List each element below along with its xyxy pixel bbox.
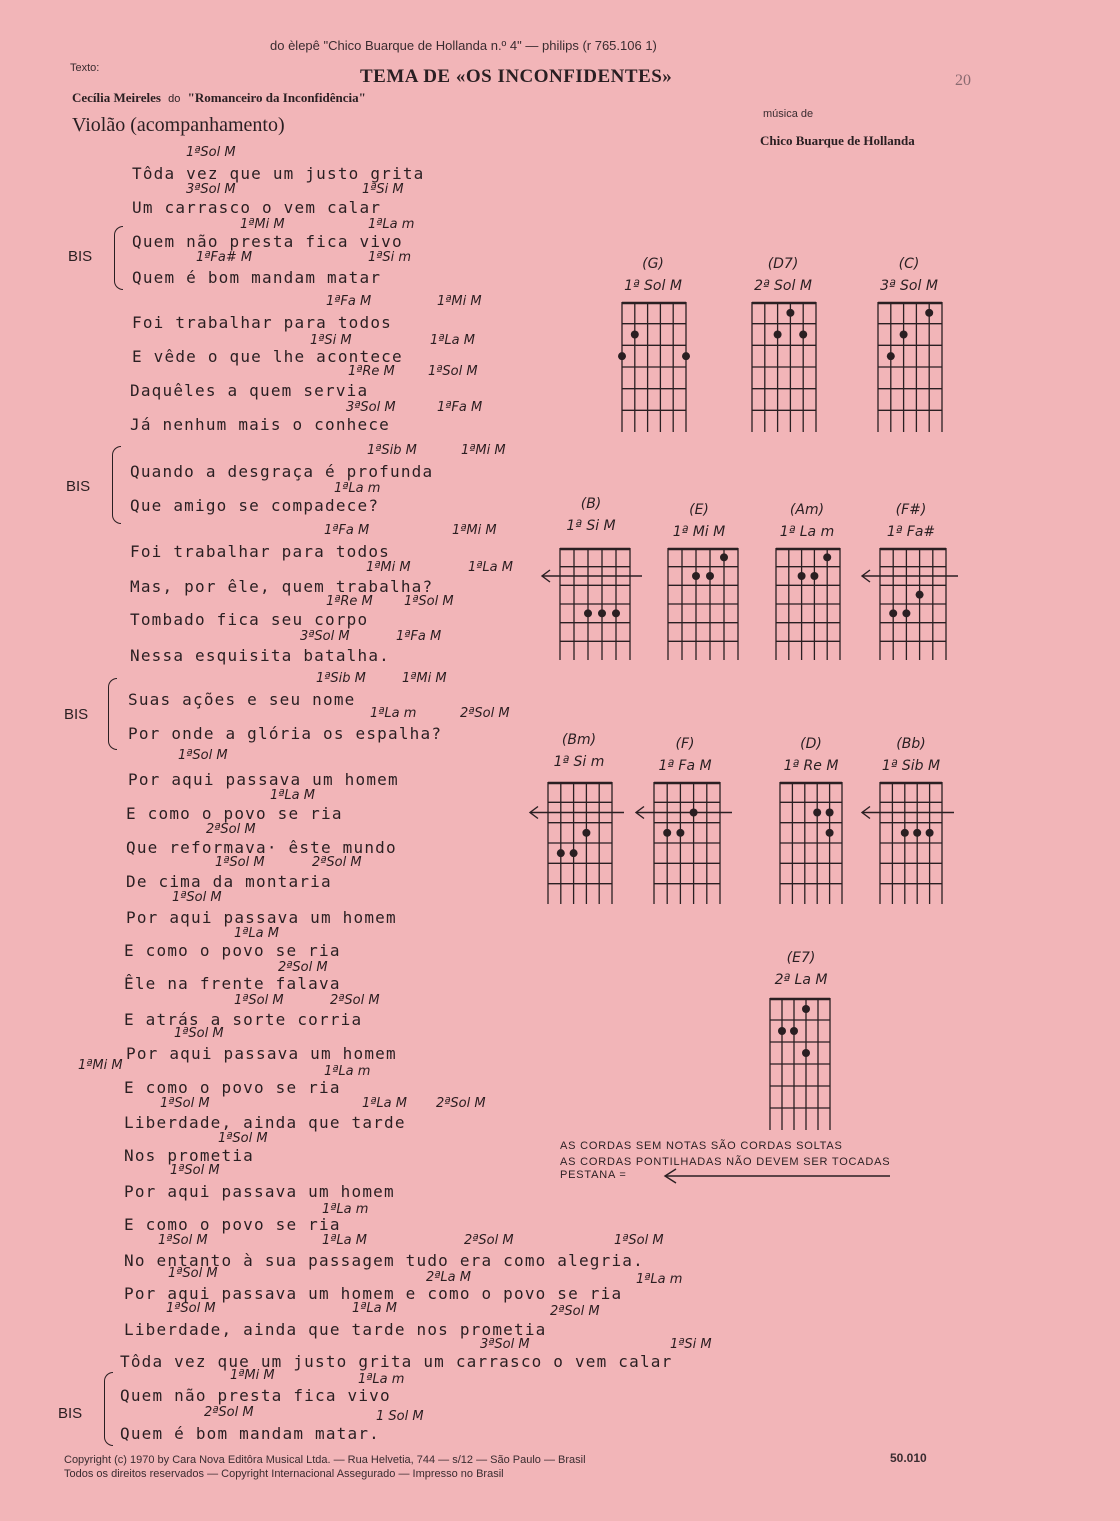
chord-label: 3ªSol M: [346, 400, 396, 415]
chord-label: 1ªSol M: [234, 993, 284, 1008]
chord-label: 1ªSol M: [218, 1131, 268, 1146]
finger-dot: [663, 829, 671, 837]
finger-dot: [570, 849, 578, 857]
lyric-line: Que amigo se compadece?: [130, 496, 380, 515]
finger-dot: [692, 572, 700, 580]
chord-label: 1ªSol M: [178, 748, 228, 763]
chord-label: 3ªSol M: [186, 182, 236, 197]
finger-dot: [584, 609, 592, 617]
lyric-line: E como o povo se ria: [124, 1078, 341, 1097]
fretboard-grid: [756, 548, 860, 666]
catalog-code: 50.010: [890, 1451, 927, 1465]
chord-label: 1ªLa M: [322, 1233, 367, 1248]
fretboard-grid: [540, 548, 650, 666]
finger-dot: [925, 309, 933, 317]
finger-dot: [612, 609, 620, 617]
finger-dot: [802, 1005, 810, 1013]
lyric-line: Quem não presta fica vivo: [120, 1386, 391, 1405]
lyric-line: Por onde a glória os espalha?: [128, 724, 443, 743]
finger-dot: [901, 829, 909, 837]
chord-diagram-name: (C): [898, 256, 920, 272]
chord-label: 1ªSib M: [316, 671, 366, 686]
finger-dot: [810, 572, 818, 580]
lyric-line: Foi trabalhar para todos: [132, 313, 392, 332]
fretboard-grid: [634, 782, 740, 910]
bis-label: BIS: [66, 478, 91, 495]
chord-label: 1ªMi M: [452, 523, 497, 538]
chord-label: 2ªLa M: [426, 1270, 471, 1285]
chord-label: 1ªLa M: [430, 333, 475, 348]
chord-label: 2ªSol M: [312, 855, 362, 870]
finger-dot: [618, 352, 626, 360]
chord-label: 1ªSol M: [160, 1096, 210, 1111]
chord-label: 1ªSi M: [670, 1337, 712, 1352]
chord-label: 1ªSol M: [428, 364, 478, 379]
chord-diagram-position: 2ª La M: [774, 972, 828, 988]
finger-dot: [706, 572, 714, 580]
chord-diagram-name: (Bb): [896, 736, 926, 752]
finger-dot: [631, 331, 639, 339]
chord-label: 2ªSol M: [460, 706, 510, 721]
bis-label: BIS: [64, 706, 89, 723]
chord-label: 1ªSi M: [362, 182, 404, 197]
chord-label: 1ªSol M: [166, 1301, 216, 1316]
source-line: do èlepê "Chico Buarque de Hollanda n.º 4" — philips (r 765.106 1): [270, 38, 657, 53]
chord-label: 1ªLa m: [636, 1272, 683, 1287]
chord-label: 1ªLa m: [334, 481, 381, 496]
lyric-line: Mas, por êle, quem trabalha?: [130, 577, 434, 596]
lyric-line: E atrás a sorte corria: [124, 1010, 363, 1029]
chord-label: 1ªMi M: [437, 294, 482, 309]
chord-label: 1ªSi M: [310, 333, 352, 348]
finger-dot: [790, 1027, 798, 1035]
chord-label: 1ªSol M: [168, 1266, 218, 1281]
chord-label: 1ªSol M: [174, 1026, 224, 1041]
chord-label: 2ªSol M: [278, 960, 328, 975]
chord-diagram-name: (F#): [895, 502, 927, 518]
lyric-line: E vêde o que lhe acontece: [132, 347, 403, 366]
finger-dot: [720, 553, 728, 561]
lyric-line: Tôda vez que um justo grita um carrasco o vem calar: [120, 1352, 673, 1371]
bis-label: BIS: [68, 248, 93, 265]
lyric-line: Por aqui passava um homem e como o povo se ria: [124, 1284, 623, 1303]
lyric-line: Tombado fica seu corpo: [130, 610, 369, 629]
chord-label: 2ªSol M: [550, 1304, 600, 1319]
finger-dot: [902, 609, 910, 617]
lyric-line: Suas ações e seu nome: [128, 690, 356, 709]
finger-dot: [813, 809, 821, 817]
chord-diagram-position: 2ª Sol M: [754, 278, 812, 294]
lyric-line: Quando a desgraça é profunda: [130, 462, 434, 481]
fretboard-grid: [860, 548, 966, 666]
finger-dot: [774, 331, 782, 339]
copyright-line-2: Todos os direitos reservados — Copyright Internacional Assegurado — Impresso no Brasil: [64, 1468, 504, 1480]
chord-diagram-name: (E): [689, 502, 709, 518]
chord-label: 1ªFa M: [326, 294, 372, 309]
author-line: [72, 90, 366, 106]
chord-label: 1ªLa m: [324, 1064, 371, 1079]
fretboard-grid: [602, 302, 706, 438]
chord-diagram-position: 3ª Sol M: [880, 278, 938, 294]
finger-dot: [799, 331, 807, 339]
finger-dot: [913, 829, 921, 837]
chord-label: 1ªLa M: [468, 560, 513, 575]
instrument-label: Violão (acompanhamento): [72, 114, 285, 136]
chord-label: 1ªSol M: [158, 1233, 208, 1248]
chord-diagram-position: 1ª Sib M: [881, 758, 941, 774]
bis-brace: [108, 678, 117, 750]
chord-label: 1ªLa M: [234, 926, 279, 941]
fretboard-grid: [750, 998, 850, 1136]
finger-dot: [582, 829, 590, 837]
chord-diagram-position: 1ª Si M: [566, 518, 616, 534]
chord-label: 1ªSol M: [172, 890, 222, 905]
lyric-line: E como o povo se ria: [124, 1215, 341, 1234]
lyric-line: Um carrasco o vem calar: [132, 198, 382, 217]
lyric-line: Que reformava· êste mundo: [126, 838, 397, 857]
finger-dot: [900, 331, 908, 339]
note-dotted-strings: AS CORDAS PONTILHADAS NÃO DEVEM SER TOCADAS: [560, 1156, 891, 1168]
chord-label: 1ªRe M: [348, 364, 395, 379]
chord-label: 2ªSol M: [436, 1096, 486, 1111]
lyric-line: Por aqui passava um homem: [126, 1044, 397, 1063]
pestana-arrow-icon: [660, 1168, 892, 1184]
chord-label: 1ªSi m: [368, 250, 412, 265]
chord-label: 1ªFa M: [396, 629, 442, 644]
lyric-line: Daquêles a quem servia: [130, 381, 369, 400]
chord-label: 1ªLa m: [358, 1372, 405, 1387]
chord-label: 1ªLa m: [370, 706, 417, 721]
note-open-strings: AS CORDAS SEM NOTAS SÃO CORDAS SOLTAS: [560, 1140, 843, 1152]
lyric-line: Nessa esquisita batalha.: [130, 646, 390, 665]
lyric-line: Liberdade, ainda que tarde: [124, 1113, 406, 1132]
chord-diagram-name: (G): [642, 256, 664, 272]
chord-label: 1 Sol M: [376, 1409, 424, 1424]
lyric-line: Nos prometia: [124, 1146, 254, 1165]
lyric-line: Quem não presta fica vivo: [132, 232, 403, 251]
chord-label: 1ªMi M: [240, 217, 285, 232]
chord-diagram-position: 1ª Fa#: [886, 524, 936, 540]
fretboard-grid: [528, 782, 632, 910]
lyric-line: Por aqui passava um homem: [124, 1182, 395, 1201]
chord-diagram-name: (Bm): [561, 732, 597, 748]
author-do: do: [168, 93, 181, 105]
lyric-line: Por aqui passava um homem: [126, 908, 397, 927]
chord-label: 2ªSol M: [464, 1233, 514, 1248]
fretboard-grid: [760, 782, 862, 910]
chord-label: 1ªSol M: [614, 1233, 664, 1248]
finger-dot: [598, 609, 606, 617]
copyright-line-1: Copyright (c) 1970 by Cara Nova Editôra Musical Ltda. — Rua Helvetia, 744 — s/12 — São Paulo — Brasil: [64, 1454, 586, 1466]
lyric-line: Liberdade, ainda que tarde nos prometia: [124, 1320, 547, 1339]
lyric-line: No entanto à sua passagem tudo era como alegria.: [124, 1251, 644, 1270]
chord-label: 1ªMi M: [461, 443, 506, 458]
lyric-line: Quem é bom mandam matar: [132, 268, 382, 287]
note-pestana: PESTANA =: [560, 1169, 627, 1181]
bis-brace: [112, 446, 121, 524]
chord-diagram-position: 1ª Mi M: [672, 524, 726, 540]
chord-label: 2ªSol M: [330, 993, 380, 1008]
fretboard-grid: [648, 548, 758, 666]
finger-dot: [887, 352, 895, 360]
texto-label: Texto:: [70, 62, 100, 74]
finger-dot: [676, 829, 684, 837]
chord-diagram-name: (F): [675, 736, 695, 752]
chord-label: 1ªLa M: [352, 1301, 397, 1316]
bis-brace: [104, 1372, 113, 1446]
chord-label: 1ªSol M: [404, 594, 454, 609]
finger-dot: [926, 829, 934, 837]
chord-label: 1ªMi M: [78, 1058, 123, 1073]
chord-diagram-name: (Am): [789, 502, 825, 518]
chord-label: 1ªSib M: [367, 443, 417, 458]
chord-label: 1ªSol M: [186, 145, 236, 160]
chord-label: 1ªFa# M: [196, 250, 253, 265]
chord-diagram-position: 1ª Si m: [553, 754, 605, 770]
fretboard-grid: [860, 782, 962, 910]
chord-label: 1ªSol M: [170, 1163, 220, 1178]
bis-label: BIS: [58, 1405, 83, 1422]
fretboard-grid: [732, 302, 836, 438]
finger-dot: [826, 829, 834, 837]
chord-label: 1ªLa M: [270, 788, 315, 803]
chord-label: 1ªFa M: [437, 400, 483, 415]
lyric-line: Quem é bom mandam matar.: [120, 1424, 380, 1443]
finger-dot: [557, 849, 565, 857]
finger-dot: [889, 609, 897, 617]
page-number: 20: [955, 72, 971, 89]
chord-diagram-position: 1ª Re M: [783, 758, 839, 774]
finger-dot: [798, 572, 806, 580]
finger-dot: [916, 591, 924, 599]
chord-label: 1ªRe M: [326, 594, 373, 609]
chord-label: 1ªLa m: [322, 1202, 369, 1217]
chord-diagram-name: (E7): [786, 950, 816, 966]
musica-de-label: música de: [763, 108, 814, 120]
fretboard-grid: [858, 302, 962, 438]
chord-label: 3ªSol M: [300, 629, 350, 644]
chord-diagram-position: 1ª La m: [779, 524, 835, 540]
chord-label: 1ªSol M: [215, 855, 265, 870]
lyric-line: Por aqui passava um homem: [128, 770, 399, 789]
chord-label: 1ªLa M: [362, 1096, 407, 1111]
finger-dot: [778, 1027, 786, 1035]
lyric-line: E como o povo se ria: [126, 804, 343, 823]
finger-dot: [682, 352, 690, 360]
lyric-line: Foi trabalhar para todos: [130, 542, 390, 561]
chord-label: 1ªMi M: [366, 560, 411, 575]
author-name: Cecília Meireles: [72, 90, 161, 105]
chord-label: 2ªSol M: [204, 1405, 254, 1420]
finger-dot: [826, 809, 834, 817]
composer-name: Chico Buarque de Hollanda: [760, 133, 915, 148]
chord-label: 1ªMi M: [230, 1368, 275, 1383]
chord-diagram-position: 1ª Fa M: [658, 758, 712, 774]
chord-diagram-name: (D7): [767, 256, 799, 272]
chord-diagram-name: (D): [800, 736, 822, 752]
chord-label: 3ªSol M: [480, 1337, 530, 1352]
chord-label: 1ªMi M: [402, 671, 447, 686]
chord-label: 1ªFa M: [324, 523, 370, 538]
lyric-line: Êle na frente falava: [124, 974, 341, 993]
bis-brace: [114, 226, 123, 290]
finger-dot: [786, 309, 794, 317]
lyric-line: Já nenhum mais o conhece: [130, 415, 390, 434]
chord-diagram-name: (B): [580, 496, 602, 512]
chord-diagram-position: 1ª Sol M: [624, 278, 682, 294]
lyric-line: De cima da montaria: [126, 872, 332, 891]
lyric-line: E como o povo se ria: [124, 941, 341, 960]
chord-label: 2ªSol M: [206, 822, 256, 837]
chord-label: 1ªLa m: [368, 217, 415, 232]
author-work: "Romanceiro da Inconfidência": [187, 90, 366, 105]
finger-dot: [823, 553, 831, 561]
page-title: TEMA DE «OS INCONFIDENTES»: [360, 66, 673, 87]
finger-dot: [802, 1049, 810, 1057]
lyric-line: Tôda vez que um justo grita: [132, 164, 425, 183]
